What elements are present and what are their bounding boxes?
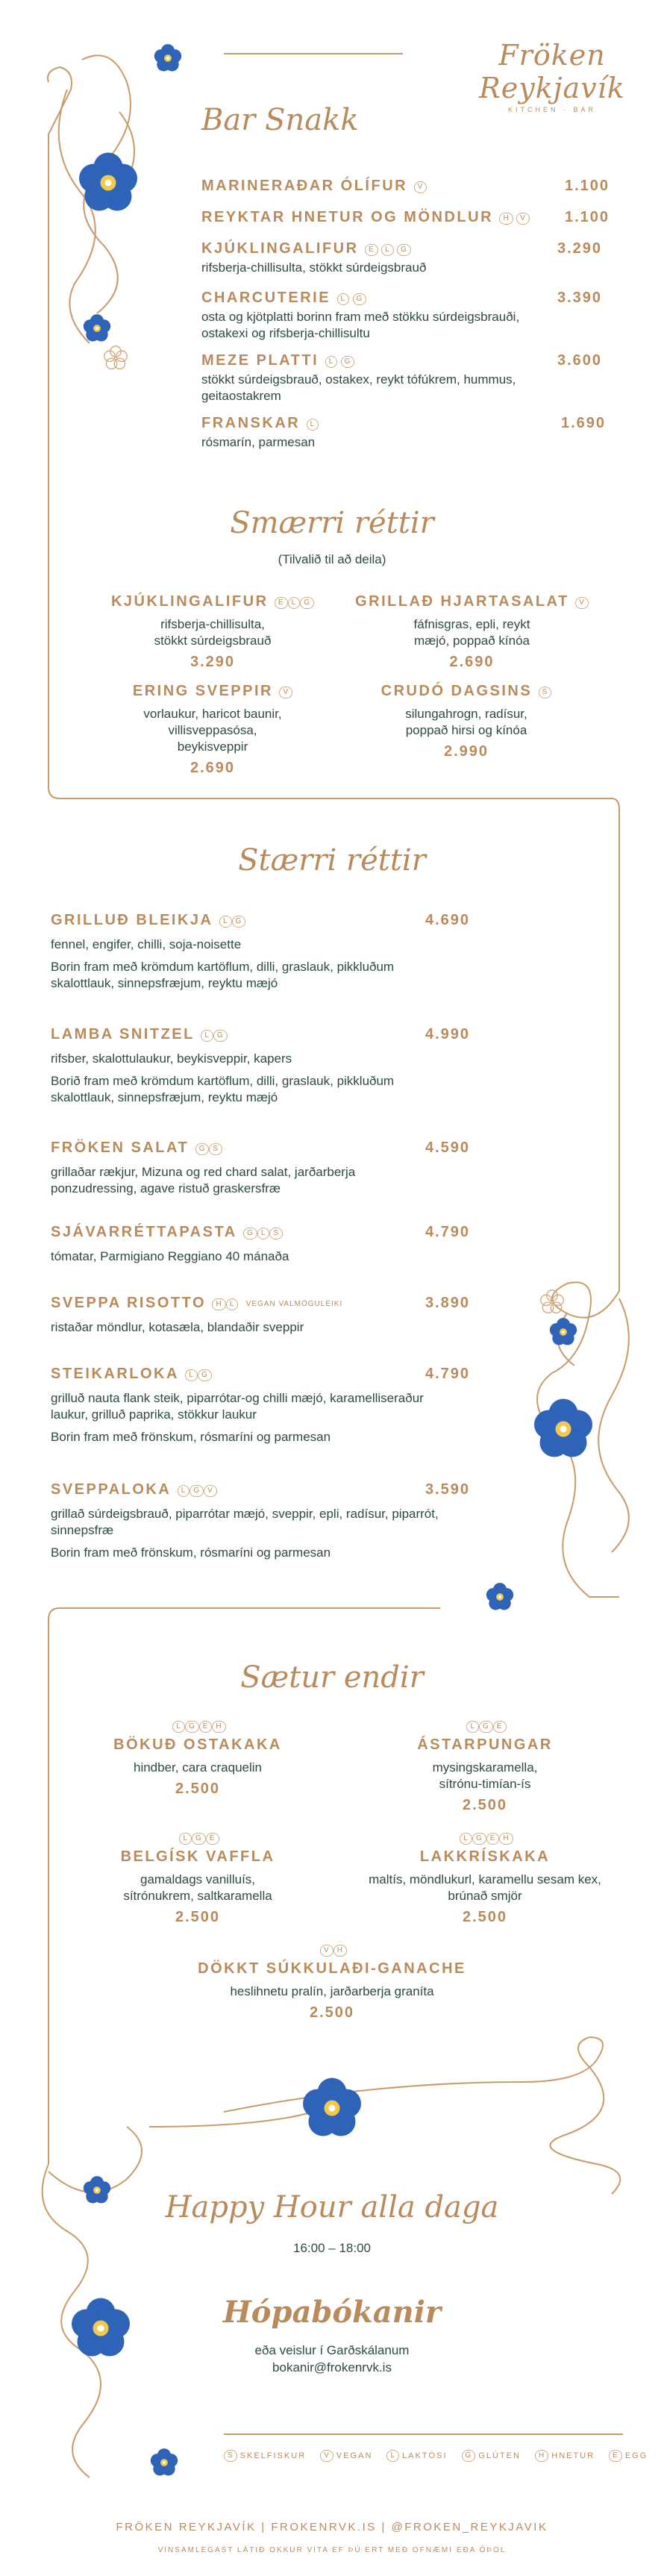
allergen-tag: S: [539, 687, 552, 698]
section-title-large: Stærri réttir: [238, 843, 426, 878]
item-description: vorlaukur, haricot baunir, villisveppasósa, beykisveppir: [143, 707, 282, 754]
brand-subtitle: KITCHEN · BAR: [507, 106, 596, 113]
item-description: tómatar, Parmigiano Reggiano 40 mánaða: [51, 1249, 289, 1263]
menu-item: [51, 1366, 439, 1445]
item-name: FRANSKAR: [201, 415, 301, 431]
item-description: rifsberja-chillisulta, stökkt súrdeigsbrauð: [201, 260, 427, 275]
menu-item: [366, 1832, 604, 1926]
menu-item: [201, 290, 545, 342]
item-description: maltís, möndlukurl, karamellu sesam kex, brúnað smjör: [369, 1872, 601, 1903]
allergen-tag: G: [341, 356, 355, 368]
item-price: 1.690: [561, 415, 607, 431]
item-description: fáfnisgras, epli, reykt mæjó, poppað kínóa: [413, 617, 530, 648]
item-description: rifsberja-chillisulta, stökkt súrdeigsbrauð: [154, 617, 272, 648]
item-name: MEZE PLATTI: [201, 352, 319, 369]
item-description: rósmarín, parmesan: [201, 435, 316, 449]
allergen-tag: L: [178, 1485, 190, 1497]
allergen-tag: G: [300, 597, 314, 609]
allergen-tag: V: [516, 213, 530, 225]
happy-hour-title: Happy Hour alla daga: [165, 2190, 499, 2225]
section-title-small: Smærri réttir: [230, 506, 434, 540]
item-description: grillað súrdeigsbrauð, piparrótar mæjó, sveppir, epli, radísur, piparrót, sinnepsfræ: [51, 1507, 439, 1537]
legend-entry: [386, 2451, 447, 2460]
item-name: MARINERAÐAR ÓLÍFUR: [201, 178, 408, 194]
legend-label: EGG: [624, 2451, 648, 2460]
menu-item: [347, 593, 597, 671]
allergen-tag: V: [414, 181, 427, 193]
allergen-tag: G: [243, 1228, 257, 1239]
allergen-legend: [224, 2450, 658, 2462]
item-name: LAKKRÍSKAKA: [419, 1848, 551, 1865]
item-description: fennel, engifer, chilli, soja-noisette: [51, 937, 242, 951]
group-bookings-title: Hópabókanir: [223, 2295, 441, 2330]
allergen-tag: V: [279, 687, 292, 698]
menu-item: [51, 1295, 439, 1336]
allergen-tag: G: [185, 1721, 199, 1733]
allergen-tag: S: [269, 1228, 283, 1239]
allergen-tag: L: [226, 1298, 239, 1310]
allergen-tag: L: [257, 1228, 270, 1239]
legend-label: HNETUR: [551, 2451, 595, 2460]
item-price: 3.290: [557, 240, 603, 257]
legend-label: GLÚTEN: [478, 2451, 521, 2460]
item-serving: Borin fram með krömdum kartöflum, dilli, graslauk, pikkluðum skalottlauk, sinnepsfræjum, reyktu mæjó: [51, 960, 395, 990]
allergen-tag: G: [192, 1833, 206, 1845]
item-serving: Borin fram með frönskum, rósmaríni og parmesan: [51, 1430, 331, 1444]
item-name: KJÚKLINGALIFUR: [110, 593, 269, 610]
footer-allergy-note: VINSAMLEGAST LÁTIÐ OKKUR VITA EF ÞÚ ERT MEÐ OFNÆMI EÐA ÓÞOL: [157, 2546, 507, 2554]
allergen-tag: L: [466, 1721, 479, 1733]
vegan-option-note: VEGAN VALMÖGULEIKI: [245, 1300, 343, 1309]
allergen-tag: G: [213, 1030, 228, 1042]
item-price: 4.790: [425, 1366, 471, 1382]
legend-entry: [609, 2451, 648, 2460]
section-note: (Tilvalið til að deila): [278, 552, 386, 566]
allergen-tag: L: [201, 1030, 213, 1042]
menu-item: [183, 1944, 481, 2022]
item-price: 2.690: [190, 760, 236, 776]
allergen-tag: E: [206, 1833, 219, 1845]
item-price: 1.100: [565, 178, 610, 194]
item-price: 4.590: [425, 1139, 471, 1156]
section-title-bar: Bar Snakk: [201, 103, 359, 137]
menu-item: [86, 1720, 310, 1798]
item-name: BÖKUÐ OSTAKAKA: [113, 1736, 282, 1753]
item-price: 3.890: [425, 1295, 471, 1311]
menu-item: [51, 1481, 439, 1561]
legend-entry: [535, 2451, 595, 2460]
item-name: GRILLAÐ HJARTASALAT: [355, 593, 569, 610]
item-name: DÖKKT SÚKKULAÐI-GANACHE: [198, 1960, 466, 1977]
item-name: ERING SVEPPIR: [132, 683, 273, 699]
legend-entry: [224, 2451, 306, 2460]
group-bookings-email[interactable]: bokanir@frokenrvk.is: [272, 2360, 392, 2375]
item-price: 1.100: [565, 209, 610, 225]
item-serving: Borið fram með krömdum kartöflum, dilli, graslauk, pikkluðum skalottlauk, sinnepsfræjum, reyktu mæjó: [51, 1074, 395, 1104]
allergen-tag: G: [479, 1721, 493, 1733]
menu-item: [201, 240, 545, 276]
item-price: 4.690: [425, 912, 471, 928]
allergen-tag: L: [325, 356, 338, 368]
item-name: KJÚKLINGALIFUR: [201, 240, 359, 257]
item-name: STEIKARLOKA: [51, 1366, 179, 1382]
allergen-tag: E: [493, 1721, 507, 1733]
allergen-tag: S: [209, 1143, 222, 1155]
legend-key: V: [320, 2450, 333, 2462]
menu-item: [104, 593, 321, 671]
item-price: 3.590: [425, 1481, 471, 1498]
item-description: stökkt súrdeigsbrauð, ostakex, reykt tófúkrem, hummus, geitaostakrem: [201, 372, 516, 403]
menu-item: [347, 683, 586, 760]
allergen-tag: L: [337, 293, 350, 305]
legend-key: E: [609, 2450, 622, 2462]
item-name: ÁSTARPUNGAR: [417, 1736, 553, 1753]
allergen-tag: E: [365, 244, 378, 256]
item-price: 2.500: [175, 1781, 221, 1797]
legend-key: G: [462, 2450, 476, 2462]
menu-item: [201, 178, 427, 195]
item-description: silungahrogn, radísur, poppað hirsi og kínóa: [405, 707, 527, 737]
menu-item: [201, 209, 530, 226]
allergen-tag: G: [198, 1369, 212, 1381]
allergen-tag: H: [499, 213, 513, 225]
item-name: CHARCUTERIE: [201, 290, 331, 306]
item-description: rifsber, skalottulaukur, beykisveppir, kapers: [51, 1051, 292, 1066]
brand-logo: [463, 39, 642, 113]
allergen-tag: E: [275, 597, 288, 609]
item-description: mysingskaramella, sítrónu-timían-ís: [432, 1760, 538, 1791]
allergen-tag: L: [219, 916, 232, 928]
allergen-tag: G: [353, 293, 367, 305]
item-name: FRÖKEN SALAT: [51, 1139, 190, 1156]
item-price: 3.390: [557, 290, 603, 306]
item-name: SJÁVARRÉTTAPASTA: [51, 1224, 237, 1240]
item-name: GRILLUÐ BLEIKJA: [51, 912, 213, 928]
item-price: 4.790: [425, 1224, 471, 1240]
item-name: SVEPPA RISOTTO: [51, 1295, 206, 1311]
allergen-tag: H: [212, 1298, 225, 1310]
item-price: 2.500: [462, 1797, 508, 1813]
menu-item: [373, 1720, 597, 1814]
item-name: LAMBA SNITZEL: [51, 1026, 195, 1042]
allergen-tag: H: [499, 1833, 513, 1845]
footer-contact[interactable]: FRÖKEN REYKJAVÍK | FROKENRVK.IS | @FROKEN_REYKJAVIK: [116, 2521, 548, 2533]
menu-item: [51, 912, 439, 992]
allergen-tag: G: [190, 1485, 204, 1497]
allergen-tag: G: [397, 244, 411, 256]
allergen-tag: V: [575, 597, 589, 609]
allergen-tag: H: [333, 1945, 347, 1957]
group-bookings-line1: eða veislur í Garðskálanum: [254, 2343, 410, 2357]
item-description: ristaðar möndlur, kotasæla, blandaðir sveppir: [51, 1320, 304, 1334]
allergen-tag: L: [381, 244, 394, 256]
allergen-tag: H: [212, 1721, 225, 1733]
item-name: SVEPPALOKA: [51, 1481, 172, 1498]
item-price: 2.990: [443, 743, 489, 760]
item-price: 3.600: [557, 352, 603, 369]
item-description: heslihnetu pralín, jarðarberja graníta: [230, 1984, 434, 1998]
allergen-tag: V: [204, 1485, 217, 1497]
item-description: osta og kjötplatti borinn fram með stökku súrdeigsbrauði, ostakexi og rifsberja-chillisultu: [201, 310, 520, 340]
item-price: 4.990: [425, 1026, 471, 1042]
legend-label: SKELFISKUR: [239, 2451, 307, 2460]
menu-item: [51, 1224, 439, 1265]
allergen-tag: L: [307, 419, 319, 431]
allergen-tag: L: [288, 597, 301, 609]
happy-hour-time: 16:00 – 18:00: [293, 2241, 371, 2255]
menu-item: [201, 415, 530, 451]
allergen-tag: V: [320, 1945, 333, 1957]
allergen-tag: G: [195, 1143, 210, 1155]
allergen-tag: L: [179, 1833, 192, 1845]
allergen-tag: L: [172, 1721, 185, 1733]
item-description: grilluð nauta flank steik, piparrótar-og chilli mæjó, karamelliseraður laukur, grilluð paprika, stökkur laukur: [51, 1391, 424, 1422]
legend-label: LAKTÓSI: [402, 2451, 448, 2460]
menu-item: [51, 1026, 439, 1106]
menu-item: [51, 1139, 439, 1197]
item-description: hindber, cara craquelin: [133, 1760, 262, 1775]
item-name: REYKTAR HNETUR OG MÖNDLUR: [201, 209, 494, 225]
legend-entry: [462, 2451, 521, 2460]
legend-entry: [320, 2451, 372, 2460]
allergen-tag: L: [460, 1833, 472, 1845]
legend-key: S: [224, 2450, 237, 2462]
allergen-tag: L: [185, 1369, 198, 1381]
brand-name: Fröken Reykjavík: [479, 39, 625, 104]
allergen-tag: G: [472, 1833, 486, 1845]
item-price: 2.500: [175, 1909, 221, 1925]
item-description: grillaðar rækjur, Mizuna og red chard salat, jarðarberja ponzudressing, agave ristuð graskersfræ: [51, 1165, 356, 1195]
item-name: BELGÍSK VAFFLA: [120, 1848, 275, 1865]
allergen-tag: E: [486, 1833, 500, 1845]
legend-key: H: [535, 2450, 548, 2462]
item-price: 2.500: [309, 2004, 355, 2021]
menu-item: [201, 352, 530, 404]
item-serving: Borin fram með frönskum, rósmaríni og parmesan: [51, 1545, 331, 1560]
item-price: 2.500: [462, 1909, 508, 1925]
allergen-tag: E: [199, 1721, 213, 1733]
menu-item: [86, 1832, 310, 1926]
allergen-tag: G: [232, 916, 246, 928]
item-name: CRUDÓ DAGSINS: [380, 683, 533, 699]
item-price: 3.290: [190, 654, 236, 670]
menu-item: [104, 683, 321, 777]
legend-key: L: [386, 2450, 399, 2462]
item-price: 2.690: [449, 654, 495, 670]
legend-label: VEGAN: [336, 2451, 373, 2460]
section-title-dessert: Sætur endir: [240, 1660, 424, 1695]
item-description: gamaldags vanilluís, sítrónukrem, saltkaramella: [123, 1872, 272, 1903]
